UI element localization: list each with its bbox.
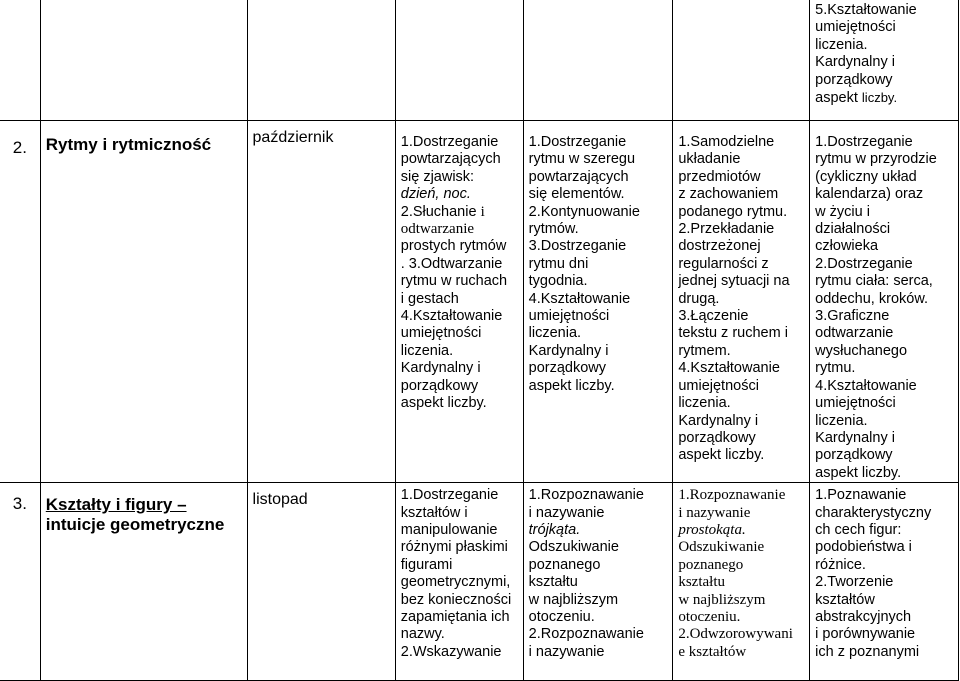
text-fragment: tekstu z ruchem i — [678, 325, 788, 342]
text-line — [815, 465, 953, 482]
text-fragment: 1.Poznawanie — [815, 487, 907, 504]
text-line — [529, 574, 668, 591]
content-cell-c3 — [673, 483, 810, 681]
text-line — [678, 291, 804, 308]
text-line — [815, 273, 953, 290]
text-line — [529, 151, 668, 168]
text-line — [529, 186, 668, 203]
text-line — [529, 487, 668, 504]
text-fragment: i — [480, 203, 485, 220]
text-line — [815, 54, 953, 71]
text-fragment: tygodnia. — [528, 273, 588, 290]
table-row — [0, 0, 959, 121]
text-line — [46, 135, 242, 155]
text-fragment: rytmu ciała: serca, — [815, 273, 933, 290]
text-fragment: liczenia. — [815, 412, 868, 429]
text-line — [678, 325, 804, 342]
text-line — [815, 308, 953, 325]
row-number: 3. — [12, 494, 27, 514]
text-fragment: liczenia. — [815, 36, 868, 53]
text-fragment: ch cech figur: — [815, 521, 902, 538]
text-fragment: otoczeniu. — [528, 608, 595, 625]
text-fragment: bez konieczności — [400, 591, 512, 608]
month-label: październik — [252, 129, 334, 146]
text-line — [678, 378, 804, 395]
text-line — [401, 134, 518, 151]
content-cell-c4 — [810, 121, 959, 483]
content-cell-c4 — [810, 483, 959, 681]
text-fragment: różnymi płaskimi — [400, 539, 508, 556]
text-line — [529, 238, 668, 255]
text-fragment: Kardynalny i — [815, 54, 895, 71]
text-fragment: porządkowy — [815, 447, 893, 464]
topic-cell — [40, 121, 247, 483]
text-line — [529, 644, 668, 661]
text-fragment: figurami — [400, 556, 453, 573]
text-line — [815, 238, 953, 255]
text-line — [529, 204, 668, 221]
text-line — [529, 221, 668, 238]
text-fragment: Kardynalny i — [678, 412, 759, 429]
month-cell — [247, 0, 395, 121]
text-fragment: umiejętności — [678, 377, 759, 394]
text-fragment: umiejętności — [400, 325, 482, 342]
table-row — [0, 121, 959, 483]
text-fragment: porządkowy — [400, 377, 479, 394]
text-fragment: 1.Dostrzeganie — [400, 487, 499, 504]
text-fragment: dostrzeżonej — [678, 238, 761, 255]
text-fragment: 2.Tworzenie — [815, 574, 894, 591]
text-line — [815, 89, 953, 107]
text-fragment: prostych rytmów — [400, 238, 507, 255]
content-cell-c2 — [523, 0, 673, 121]
text-line — [529, 273, 668, 290]
text-fragment: kształtu — [528, 574, 578, 591]
text-fragment: kształtów i — [400, 504, 468, 521]
text-fragment: powtarzających — [400, 151, 501, 168]
text-fragment: zapamiętania ich — [400, 608, 510, 625]
text-fragment: 1.Samodzielne — [678, 134, 775, 150]
text-fragment: liczenia. — [528, 325, 582, 342]
month-cell — [247, 121, 395, 483]
content-cell-c1 — [395, 483, 523, 681]
text-fragment: rytmu. — [815, 360, 856, 377]
text-fragment: manipulowanie — [400, 521, 498, 538]
text-line — [401, 273, 518, 290]
text-fragment: odtwarzanie — [400, 221, 475, 238]
text-fragment: 5.Kształtowanie — [815, 2, 917, 18]
text-line — [401, 644, 518, 661]
text-fragment: aspekt liczby. — [528, 377, 615, 394]
text-line — [678, 238, 804, 255]
text-fragment: 2.Kontynuowanie — [528, 203, 640, 220]
text-fragment: w życiu i — [815, 203, 870, 220]
text-line — [678, 308, 804, 325]
text-line — [678, 360, 804, 377]
text-line — [815, 343, 953, 360]
text-fragment: 2.Rozpoznawanie — [528, 626, 644, 643]
text-line — [815, 557, 953, 574]
text-line — [678, 487, 804, 504]
text-line — [678, 151, 804, 168]
text-line — [401, 378, 518, 395]
text-line — [401, 291, 518, 308]
text-line — [529, 169, 668, 186]
text-line — [401, 169, 518, 186]
row-number: 2. — [12, 138, 27, 157]
text-line — [401, 626, 518, 643]
text-line — [529, 557, 668, 574]
content-cell-c2 — [523, 483, 673, 681]
content-cell-c3 — [673, 0, 810, 121]
text-line — [678, 609, 804, 626]
text-fragment: oddechu, kroków. — [815, 290, 929, 307]
text-fragment: umiejętności — [815, 395, 896, 412]
text-fragment: aspekt liczby. — [815, 464, 902, 481]
text-line — [46, 515, 242, 535]
text-fragment: 4.Kształtowanie — [528, 290, 631, 307]
text-fragment: jednej sytuacji na — [678, 273, 790, 290]
table-row — [0, 483, 959, 681]
text-fragment: liczenia. — [400, 342, 454, 359]
text-fragment: abstrakcyjnych — [815, 608, 912, 625]
text-line — [401, 238, 518, 255]
text-fragment: kształtu — [678, 574, 725, 591]
text-line — [815, 291, 953, 308]
text-fragment: aspekt — [815, 90, 862, 107]
text-line — [815, 574, 953, 591]
text-line — [815, 626, 953, 643]
text-fragment: w najbliższym — [678, 591, 766, 608]
text-fragment: rytmu w przyrodzie — [815, 151, 937, 168]
text-fragment: podanego rytmu. — [678, 203, 788, 220]
text-fragment: . 3.Odtwarzanie — [400, 255, 503, 272]
text-fragment: i gestach — [400, 290, 459, 307]
text-fragment: 1.Dostrzeganie — [400, 134, 499, 150]
text-line — [815, 37, 953, 54]
text-fragment: wysłuchanego — [815, 342, 908, 359]
text-fragment: e kształtów — [678, 643, 747, 660]
text-fragment: ich z poznanymi — [815, 643, 920, 660]
text-fragment: się zjawisk: — [400, 168, 475, 185]
text-fragment: człowieka — [815, 238, 879, 255]
text-line — [815, 134, 953, 151]
text-fragment: Kardynalny i — [528, 342, 609, 359]
text-line — [529, 291, 668, 308]
text-line — [815, 378, 953, 395]
text-line — [529, 378, 668, 395]
text-line — [815, 413, 953, 430]
text-line — [401, 592, 518, 609]
row-number-cell — [0, 121, 40, 483]
text-line — [815, 221, 953, 238]
text-line — [529, 539, 668, 556]
topic-cell — [40, 483, 247, 681]
text-fragment: 2.Przekładanie — [678, 221, 775, 238]
text-fragment: intuicje geometryczne — [45, 515, 225, 535]
text-line — [815, 592, 953, 609]
text-line — [401, 360, 518, 377]
text-line — [678, 169, 804, 186]
text-fragment: 1.Rozpoznawanie — [678, 487, 786, 504]
text-line — [401, 325, 518, 342]
text-fragment: działalności — [815, 221, 891, 238]
row-number-cell — [0, 0, 40, 121]
text-fragment: poznanego — [678, 556, 744, 573]
text-fragment: 3.Łączenie — [678, 308, 749, 325]
text-fragment: Odszukiwanie — [678, 539, 765, 556]
text-line — [815, 151, 953, 168]
text-fragment: różnice. — [815, 556, 866, 573]
text-line — [401, 308, 518, 325]
text-line — [401, 221, 518, 238]
text-fragment: 4.Kształtowanie — [400, 308, 503, 325]
text-line — [529, 134, 668, 151]
text-fragment: poznanego — [528, 556, 601, 573]
text-fragment: 3.Graficzne — [815, 308, 890, 325]
text-line — [678, 626, 804, 643]
text-fragment: Odszukiwanie — [528, 539, 619, 556]
text-fragment: 1.Dostrzeganie — [815, 134, 913, 150]
text-line — [815, 169, 953, 186]
text-fragment: Rytmy i rytmiczność — [45, 135, 212, 154]
text-fragment: 3.Dostrzeganie — [528, 238, 627, 255]
text-line — [678, 505, 804, 522]
content-cell-c4 — [810, 0, 959, 121]
text-line — [678, 256, 804, 273]
text-line — [401, 343, 518, 360]
text-fragment: 1.Rozpoznawanie — [528, 487, 644, 504]
text-line — [678, 273, 804, 290]
text-fragment: Kardynalny i — [815, 429, 895, 446]
text-fragment: 2.Wskazywanie — [400, 643, 502, 660]
text-line — [815, 204, 953, 221]
text-line — [678, 395, 804, 412]
text-fragment: 2.Dostrzeganie — [815, 255, 913, 272]
text-line — [529, 609, 668, 626]
text-line — [815, 505, 953, 522]
text-fragment: rytmu dni — [528, 255, 589, 272]
content-cell-c3 — [673, 121, 810, 483]
text-line — [678, 592, 804, 609]
text-fragment: porządkowy — [528, 360, 607, 377]
text-fragment: kalendarza) oraz — [815, 186, 924, 203]
text-line — [815, 644, 953, 661]
text-line — [678, 430, 804, 447]
text-fragment: rytmów. — [528, 221, 579, 238]
text-fragment: się elementów. — [528, 186, 625, 203]
text-line — [678, 522, 804, 539]
text-line — [401, 522, 518, 539]
text-line — [401, 557, 518, 574]
text-line — [678, 204, 804, 221]
text-line — [401, 204, 518, 221]
text-line — [401, 256, 518, 273]
content-cell-c2 — [523, 121, 673, 483]
text-fragment: dzień, noc. — [400, 186, 471, 203]
text-fragment: rytmem. — [678, 342, 731, 359]
text-fragment: i nazywanie — [528, 504, 605, 521]
text-line — [678, 413, 804, 430]
month-cell — [247, 483, 395, 681]
content-cell-c1 — [395, 121, 523, 483]
text-fragment: charakterystyczny — [815, 504, 932, 521]
text-line — [815, 430, 953, 447]
month-label: listopad — [252, 491, 308, 509]
text-fragment: rytmu w szeregu — [528, 151, 636, 168]
text-line — [815, 186, 953, 203]
text-line — [815, 447, 953, 464]
text-line — [815, 360, 953, 377]
text-line — [815, 539, 953, 556]
text-line — [401, 609, 518, 626]
text-line — [815, 72, 953, 89]
text-fragment: Kształty i figury – — [45, 495, 187, 515]
text-fragment: odtwarzanie — [815, 325, 894, 342]
text-fragment: w najbliższym — [528, 591, 619, 608]
text-line — [815, 2, 953, 19]
text-fragment: porządkowy — [815, 71, 893, 88]
text-line — [529, 522, 668, 539]
text-fragment: nazwy. — [400, 626, 445, 643]
text-line — [529, 360, 668, 377]
text-line — [529, 308, 668, 325]
text-line — [46, 495, 242, 515]
text-line — [678, 134, 804, 151]
text-line — [815, 522, 953, 539]
text-fragment: trójkąta. — [528, 521, 581, 538]
text-fragment: i porównywanie — [815, 626, 916, 643]
text-fragment: umiejętności — [528, 308, 610, 325]
text-fragment: i nazywanie — [528, 643, 605, 660]
text-line — [401, 151, 518, 168]
text-fragment: podobieństwa i — [815, 539, 912, 556]
text-line — [529, 505, 668, 522]
text-line — [815, 256, 953, 273]
text-line — [529, 325, 668, 342]
text-fragment: prostokąta. — [678, 521, 746, 538]
text-line — [401, 186, 518, 203]
text-line — [678, 221, 804, 238]
topic-cell — [40, 0, 247, 121]
text-fragment: 2.Słuchanie — [400, 203, 481, 220]
text-fragment: aspekt liczby. — [678, 447, 765, 464]
text-line — [678, 447, 804, 464]
text-line — [815, 609, 953, 626]
text-fragment: 4.Kształtowanie — [815, 377, 917, 394]
text-line — [401, 505, 518, 522]
text-line — [815, 19, 953, 36]
text-fragment: otoczeniu. — [678, 608, 741, 625]
text-fragment: kształtów — [815, 591, 875, 608]
text-fragment: powtarzających — [528, 168, 629, 185]
row-number-cell — [0, 483, 40, 681]
text-fragment: przedmiotów — [678, 168, 761, 185]
text-fragment: 2.Odwzorowywani — [678, 626, 793, 643]
text-fragment: układanie — [678, 151, 741, 168]
text-fragment: geometrycznymi, — [400, 574, 511, 591]
text-fragment: drugą. — [678, 290, 720, 307]
text-fragment: 1.Dostrzeganie — [528, 134, 627, 150]
text-fragment: z zachowaniem — [678, 186, 779, 203]
text-line — [401, 574, 518, 591]
text-line — [815, 487, 953, 504]
text-fragment: porządkowy — [678, 429, 756, 446]
text-fragment: liczenia. — [678, 395, 731, 412]
text-line — [678, 539, 804, 556]
text-line — [815, 395, 953, 412]
text-fragment: (cykliczny układ — [815, 168, 917, 185]
text-line — [529, 626, 668, 643]
text-line — [401, 539, 518, 556]
text-line — [678, 644, 804, 661]
text-fragment: regularności z — [678, 255, 769, 272]
text-line — [678, 186, 804, 203]
text-line — [401, 487, 518, 504]
text-fragment: liczby. — [861, 90, 898, 106]
text-fragment: rytmu w ruchach — [400, 273, 508, 290]
text-fragment: i nazywanie — [678, 504, 751, 521]
text-line — [401, 395, 518, 412]
text-line — [678, 557, 804, 574]
text-fragment: umiejętności — [815, 19, 896, 36]
text-fragment: aspekt liczby. — [400, 395, 487, 412]
text-line — [529, 256, 668, 273]
content-cell-c1 — [395, 0, 523, 121]
text-fragment: 4.Kształtowanie — [678, 360, 780, 377]
text-line — [678, 574, 804, 591]
text-line — [529, 343, 668, 360]
text-line — [678, 343, 804, 360]
text-line — [815, 325, 953, 342]
text-fragment: Kardynalny i — [400, 360, 481, 377]
text-line — [529, 592, 668, 609]
